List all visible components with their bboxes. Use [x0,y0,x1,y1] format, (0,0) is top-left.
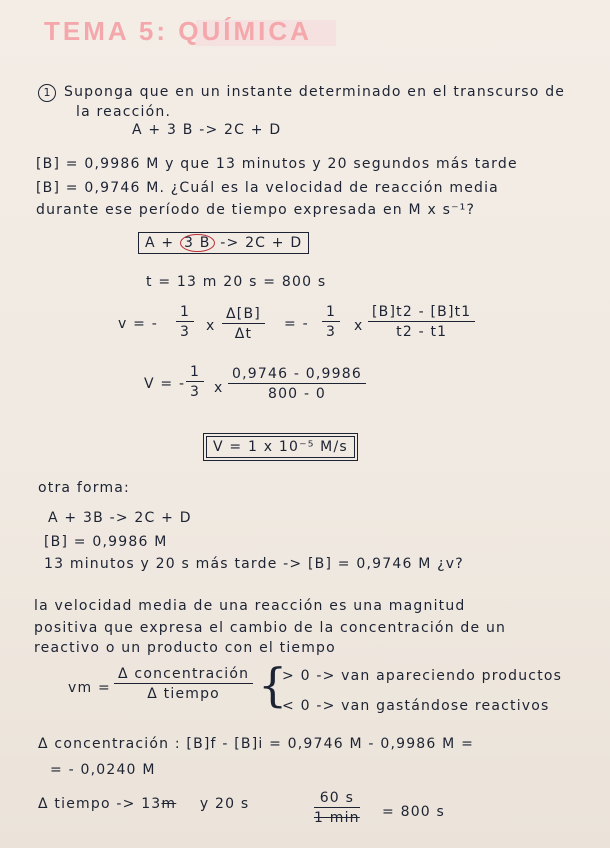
time-calc-b: y 20 s [199,796,250,812]
problem-number: 1 [38,84,56,102]
result-box: V = 1 x 10⁻⁵ M/s [206,436,355,458]
eq1-f1-num: 1 [176,304,194,322]
vm-numerator: Δ concentración [114,666,253,684]
reaction-equation: A + 3 B -> 2C + D [132,122,282,138]
intro-text-1: Suponga que en un instante determinado en el transcurso de [64,84,566,100]
definition-line-2: positiva que expresa el cambio de la concentración de un [34,620,507,636]
eq2-f1-num: 1 [186,364,204,382]
eq2-f1-den: 3 [190,384,201,400]
eq1-fraction-1 [176,304,194,340]
eq1-equals: = - [284,316,309,332]
time-conv-den: 1 min [314,810,360,826]
definition-line-3: reactivo o un producto con el tiempo [34,640,336,656]
time-calc-result: = 800 s [382,804,446,820]
boxed-reaction-c: -> 2C + D [220,235,303,251]
definition-line-1: la velocidad media de una reacción es una magnitud [34,598,466,614]
intro-line-1 [38,84,565,102]
time-calc-a: Δ tiempo -> 13 [38,796,162,812]
eq1-times-1: x [206,318,216,334]
circled-reactant: 3 B [180,234,215,252]
cases-brace: { [258,658,288,712]
other-way-reaction: A + 3B -> 2C + D [48,510,192,526]
other-way-time: 13 minutos y 20 s más tarde -> [B] = 0,9746 M ¿v? [44,556,464,572]
vm-case-negative: < 0 -> van gastándose reactivos [282,698,550,714]
eq2-lhs: V = - [144,376,186,392]
eq1-fraction-3 [322,304,340,340]
time-calc [38,796,249,812]
intro-line-2: la reacción. [76,104,172,120]
eq2-f2-num: 0,9746 - 0,9986 [228,366,366,384]
eq1-f1-den: 3 [180,324,191,340]
eq1-f4-num: [B]t2 - [B]t1 [368,304,475,322]
eq1-f2-den: Δt [234,326,253,342]
time-conv-num: 60 s [314,790,360,808]
eq1-f2-num: Δ[B] [222,306,265,324]
eq1-f3-num: 1 [322,304,340,322]
vm-fraction [114,666,253,702]
page-title: TEMA 5: QUÍMICA [44,16,312,46]
eq1-f3-den: 3 [326,324,337,340]
other-way-concentration: [B] = 0,9986 M [44,534,168,550]
eq2-fraction-2 [228,366,366,402]
eq2-f2-den: 800 - 0 [267,386,326,402]
eq1-times-2: x [354,318,364,334]
question-line-1: [B] = 0,9986 M y que 13 minutos y 20 segundos más tarde [36,156,518,172]
eq2-fraction-1 [186,364,204,400]
boxed-reaction-a: A + [145,235,175,251]
concentration-calc-2: = - 0,0240 M [50,762,156,778]
time-conversion-fraction [314,790,360,826]
other-way-heading: otra forma: [38,480,130,496]
eq2-times: x [214,380,224,396]
time-calc-cancelled-m: m [161,796,177,812]
boxed-reaction [138,232,309,254]
concentration-calc-1: Δ concentración : [B]f - [B]i = 0,9746 M - 0,9986 M = [38,736,475,752]
vm-denominator: Δ tiempo [147,686,220,702]
vm-case-positive: > 0 -> van apareciendo productos [282,668,563,684]
eq1-fraction-4 [368,304,475,340]
eq1-f4-den: t2 - t1 [396,324,448,340]
eq1-lhs: v = - [118,316,158,332]
eq1-fraction-2 [222,306,265,342]
vm-lhs: vm = [68,680,111,696]
question-line-3: durante ese período de tiempo expresada en M x s⁻¹? [36,202,476,218]
time-conversion: t = 13 m 20 s = 800 s [146,274,327,290]
question-line-2: [B] = 0,9746 M. ¿Cuál es la velocidad de reacción media [36,180,499,196]
